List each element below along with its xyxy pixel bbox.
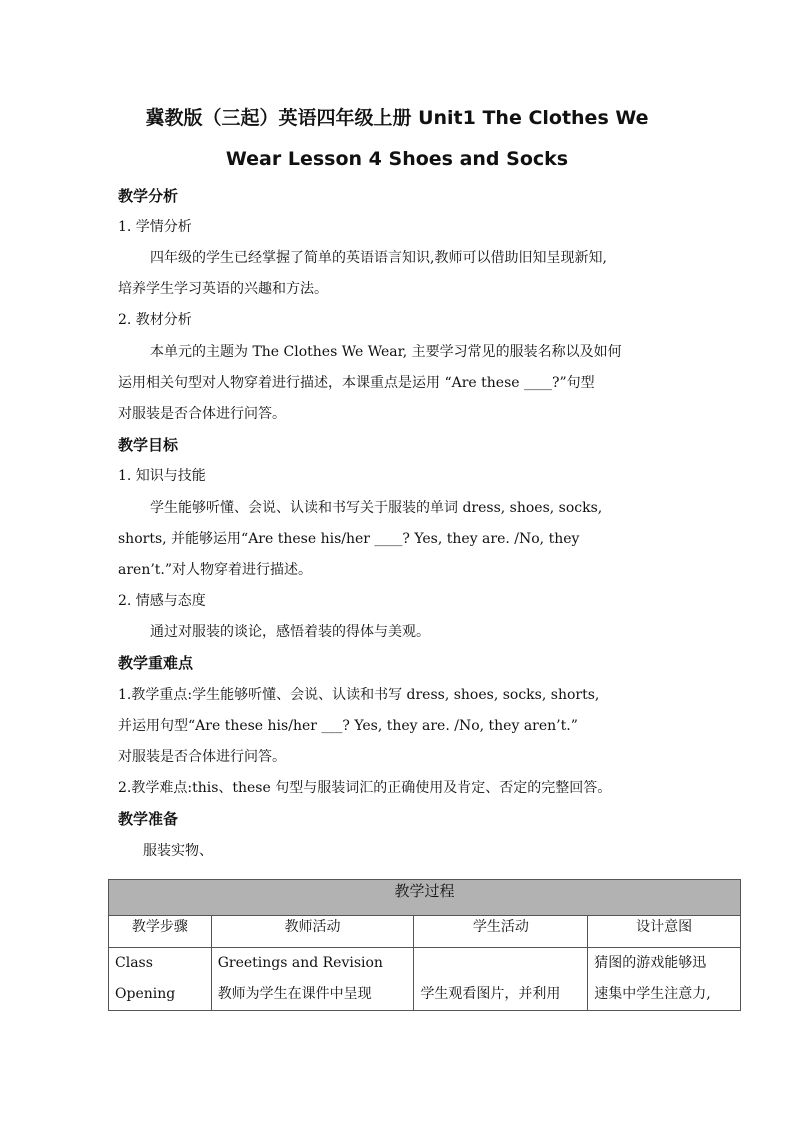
objectives-item2-line1: 通过对服装的谈论，感悟着装的得体与美观。 bbox=[150, 624, 430, 640]
section-heading-objectives: 教学目标 bbox=[118, 436, 179, 454]
section-heading-preparation: 教学准备 bbox=[118, 810, 179, 828]
section-heading-key-points: 教学重难点 bbox=[118, 654, 194, 672]
cell-text: 学生观看图片，并利用 bbox=[420, 986, 561, 1002]
column-header-student: 学生活动 bbox=[414, 916, 588, 948]
preparation-line1: 服装实物、 bbox=[143, 843, 213, 859]
key-points-item1-line3: 对服装是否合体进行问答。 bbox=[118, 749, 286, 765]
analysis-item2-line2: 运用相关句型对人物穿着进行描述，本课重点是运用 “Are these ____?”句型 bbox=[118, 375, 595, 391]
objectives-item1-line3: aren’t.”对人物穿着进行描述。 bbox=[118, 562, 313, 578]
cell-text: Greetings and Revision bbox=[217, 955, 383, 971]
objectives-item1-line2: shorts, 并能够运用“Are these his/her ____? Yes, they are. /No, they bbox=[118, 531, 580, 547]
document-title-line-1: 冀教版（三起）英语四年级上册 Unit1 The Clothes We bbox=[145, 107, 649, 129]
column-header-teacher: 教师活动 bbox=[211, 916, 414, 948]
table-row bbox=[109, 948, 741, 1011]
column-header-step: 教学步骤 bbox=[109, 916, 212, 948]
analysis-item2-line1: 本单元的主题为 The Clothes We Wear, 主要学习常见的服装名称以及如何 bbox=[150, 344, 622, 360]
cell-text: Opening bbox=[115, 986, 176, 1002]
cell-text: Class bbox=[115, 955, 153, 971]
analysis-item2-line3: 对服装是否合体进行问答。 bbox=[118, 406, 286, 422]
document-title-line-2: Wear Lesson 4 Shoes and Socks bbox=[225, 148, 569, 170]
cell-student-activity bbox=[414, 948, 588, 1011]
cell-step bbox=[109, 948, 212, 1011]
cell-text bbox=[420, 948, 581, 979]
objectives-item1-line1: 学生能够听懂、会说、认读和书写关于服装的单词 dress, shoes, socks, bbox=[150, 500, 603, 516]
analysis-item2-title: 2. 教材分析 bbox=[118, 312, 192, 328]
analysis-item1-line2: 培养学生学习英语的兴趣和方法。 bbox=[118, 281, 328, 297]
teaching-process-table bbox=[108, 879, 741, 1011]
table-header-row bbox=[109, 916, 741, 948]
cell-text: 猜图的游戏能够迅 bbox=[594, 955, 707, 971]
analysis-item1-line1: 四年级的学生已经掌握了简单的英语语言知识,教师可以借助旧知呈现新知, bbox=[150, 250, 607, 266]
table-title-cell: 教学过程 bbox=[109, 880, 741, 916]
key-points-item1-line2: 并运用句型“Are these his/her ___? Yes, they are. /No, they aren’t.” bbox=[118, 718, 578, 734]
cell-text: 速集中学生注意力, bbox=[594, 986, 711, 1002]
cell-text: 教师为学生在课件中呈现 bbox=[217, 986, 372, 1002]
objectives-item1-title: 1. 知识与技能 bbox=[118, 468, 206, 484]
cell-teacher-activity bbox=[211, 948, 414, 1011]
table-title-row bbox=[109, 880, 741, 916]
analysis-item1-title: 1. 学情分析 bbox=[118, 219, 192, 235]
key-points-item1-line1: 1.教学重点:学生能够听懂、会说、认读和书写 dress, shoes, socks, shorts, bbox=[118, 687, 600, 703]
key-points-item2-line1: 2.教学难点:this、these 句型与服装词汇的正确使用及肯定、否定的完整回答。 bbox=[118, 780, 612, 796]
cell-design-intent bbox=[588, 948, 741, 1011]
section-heading-analysis: 教学分析 bbox=[118, 187, 179, 205]
column-header-design: 设计意图 bbox=[588, 916, 741, 948]
objectives-item2-title: 2. 情感与态度 bbox=[118, 593, 206, 609]
